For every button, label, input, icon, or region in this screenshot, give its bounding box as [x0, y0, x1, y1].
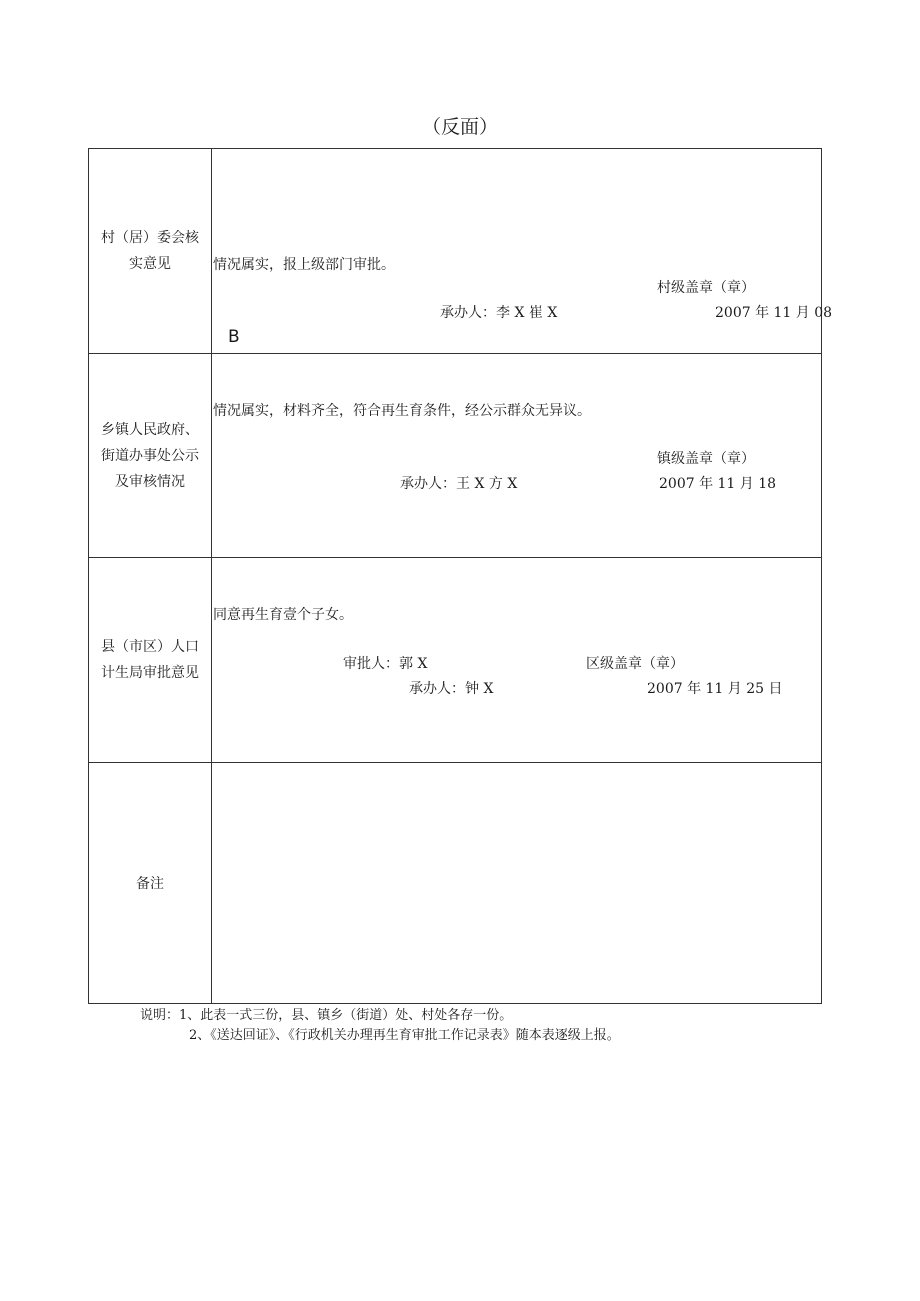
page-title: （反面） — [421, 116, 498, 138]
county-date: 2007 年 11 月 25 日 — [647, 681, 783, 697]
approval-form-table — [88, 148, 833, 1004]
township-opinion: 情况属实，材料齐全，符合再生育条件，经公示群众无异议。 — [213, 403, 591, 419]
note-line: 2、《送达回证》、《行政机关办理再生育审批工作记录表》随本表逐级上报。 — [189, 1028, 620, 1043]
row-label-line: 备注 — [136, 876, 164, 892]
row-mark: B — [228, 327, 240, 347]
village-opinion: 情况属实，报上级部门审批。 — [213, 257, 395, 273]
row-label-remarks — [89, 763, 211, 1005]
row-label-line: 乡镇人民政府、 — [101, 421, 199, 438]
row-label-line: 计生局审批意见 — [101, 665, 199, 681]
village-handler: 承办人：李 X 崔 X — [440, 305, 558, 321]
row-label-county — [89, 558, 211, 762]
village-date: 2007 年 11 月 08 — [715, 305, 833, 321]
township-handler: 承办人：王 X 方 X — [400, 476, 518, 492]
row-label-line: 村（居）委会核 — [101, 230, 199, 246]
village-seal: 村级盖章（章） — [657, 280, 755, 296]
row-label-line: 县（市区）人口 — [101, 639, 199, 655]
note-line: 说明：1、此表一式三份，县、镇乡（街道）处、村处各存一份。 — [140, 1008, 513, 1023]
row-label-line: 街道办事处公示 — [101, 447, 199, 464]
row-label-line: 及审核情况 — [115, 473, 185, 490]
row-label-line: 实意见 — [129, 256, 171, 272]
county-opinion: 同意再生育壹个子女。 — [213, 607, 353, 623]
township-date: 2007 年 11 月 18 — [659, 476, 777, 492]
row-label-village — [89, 149, 211, 353]
county-handler: 承办人：钟 X — [409, 681, 494, 697]
township-seal: 镇级盖章（章） — [657, 451, 755, 467]
column-divider — [211, 149, 212, 1003]
row-label-township — [89, 354, 211, 557]
county-approver: 审批人：郭 X — [343, 656, 428, 672]
county-seal: 区级盖章（章） — [586, 656, 684, 672]
